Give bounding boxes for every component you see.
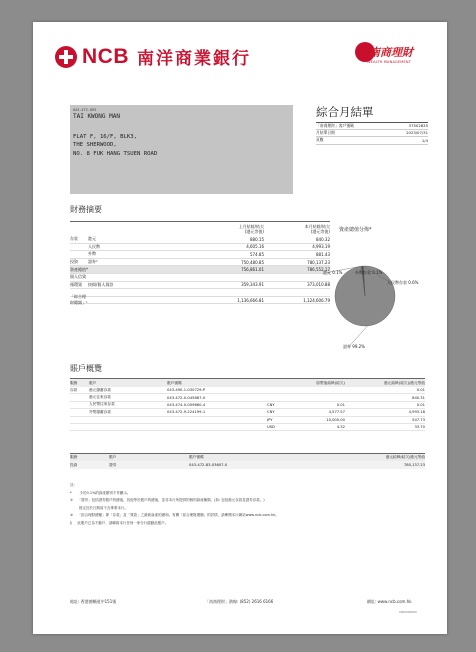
statement-title: 綜合月結單 — [316, 105, 374, 119]
cell: 存款 — [70, 387, 78, 392]
table-row — [70, 274, 330, 282]
table-row — [70, 282, 330, 290]
cell: 33.70 — [414, 425, 425, 430]
ncb-logo — [55, 44, 251, 69]
cell: 043-490-1-030729-P — [167, 388, 206, 393]
note-item: * 少於0.1%的資產類別不作顯示。 — [70, 490, 131, 495]
wealth-logo-text: 南商理財 — [369, 46, 413, 59]
address-code: 043-472-093 — [73, 108, 97, 112]
table-header — [70, 453, 425, 461]
cell-c2: 港元 — [88, 236, 96, 242]
pie-label: 外幣存款 0.1% — [355, 270, 383, 275]
table-row — [70, 387, 425, 394]
table-row — [70, 424, 425, 431]
cell: 840.31 — [412, 395, 425, 400]
cell-c2: 證券² — [88, 259, 98, 265]
cell-c1: 資產總值* — [70, 266, 88, 272]
wealth-logo-sub: WEALTH MANAGEMENT — [367, 60, 412, 64]
cell: 投資 — [70, 462, 78, 467]
account-overview-title: 賬戶概覽 — [70, 364, 102, 373]
cell-c1: 「綜合理財總額」¹ — [70, 294, 88, 306]
address-line: NO. 8 FUK HANG TSUEN ROAD — [73, 150, 158, 157]
pie-label: 人民幣存款 0.6% — [387, 280, 419, 285]
cell-prev: 750,480.85 — [241, 259, 264, 265]
cell: 4,993.18 — [408, 410, 425, 415]
header-cell: 港元結餘(結欠)/港元等值 — [384, 380, 425, 385]
cell-prev: 756,861.01 — [241, 267, 264, 273]
info-label: 「南商理財」客戶號碼 — [316, 122, 354, 128]
info-label: 月結單日期 — [316, 129, 335, 135]
wealth-management-logo — [355, 40, 415, 70]
cell: 0.01 — [336, 402, 345, 407]
cell: 港元往來存款 — [89, 395, 112, 400]
ncb-emblem-icon — [55, 46, 77, 68]
cell: 0.01 — [416, 402, 425, 407]
statement-info-row — [316, 122, 428, 130]
investment-table — [70, 453, 425, 469]
address-box — [70, 105, 293, 194]
table-row — [70, 244, 330, 252]
cell-curr: 4,993.19 — [312, 244, 330, 250]
footer-code: 0000000000 — [399, 610, 417, 614]
statement-info-row — [316, 137, 428, 145]
address-line: FLAT F, 16/F, BLK3, — [73, 134, 137, 140]
info-label: 頁數 — [316, 137, 324, 143]
cell: 043-472-0-045687-0 — [167, 395, 206, 400]
cell: CNY — [267, 402, 275, 407]
financial-summary-table — [70, 221, 330, 304]
table-header — [70, 221, 330, 236]
pie-label: 證券 99.2% — [343, 344, 365, 349]
cell-c1: 循環貸 — [70, 281, 82, 287]
cell-curr: 1,124,606.79 — [303, 297, 330, 303]
header-prev-balance: 上月結餘/結欠 (港元等值) — [238, 224, 264, 234]
cell-curr: 786,552.17 — [307, 267, 330, 273]
table-header — [70, 378, 425, 387]
header-cell: 服務 — [70, 380, 78, 385]
statement-info-table — [316, 122, 428, 145]
cell-prev: 574.85 — [250, 251, 264, 257]
table-row — [70, 461, 425, 469]
cell: CNY — [267, 410, 275, 415]
pie-label: 港元 0.1% — [323, 270, 343, 275]
table-row — [70, 266, 330, 274]
table-row — [70, 236, 330, 244]
notes-heading: 註: — [70, 483, 75, 487]
statement-page — [33, 22, 447, 634]
cell-c1: 個人信貸 — [70, 274, 86, 280]
cell-curr: 373,010.88 — [307, 282, 330, 288]
footer-hotline: 「南商理財」熱線: (852) 2616 6166 — [205, 599, 274, 604]
cell: 043-474-0-009660-4 — [167, 402, 206, 407]
info-value: 1/4 — [421, 137, 428, 143]
cell: 043-472-9-224199-1 — [167, 410, 206, 415]
table-row — [70, 417, 425, 424]
cell: 10,000.00 — [326, 417, 345, 422]
header-cell: 服務 — [70, 455, 78, 459]
cell: 043-472-83-03607-0 — [189, 463, 228, 467]
header-curr-balance: 本月結餘/結欠 (港元等值) — [304, 224, 330, 234]
cell-curr: 840.32 — [316, 236, 330, 242]
cell-c1: 投資 — [70, 259, 78, 265]
table-row — [70, 409, 425, 416]
cell: 外幣儲蓄存款 — [89, 409, 112, 414]
cell: 證券 — [109, 462, 117, 467]
address-lines — [73, 133, 157, 158]
cell: 人民幣往來存款 — [89, 402, 115, 407]
cell: USD — [267, 425, 275, 430]
table-row — [70, 259, 330, 267]
cell-c2: 人民幣 — [88, 243, 100, 249]
note-item: ① 「證券」包括證券賬戶的總值，其他等於賬戶的總值，並非本行所提供的個別資產種類。(如: 包括港元存款及證券存款。) — [70, 498, 265, 503]
note-item: ② 「綜合理財總額」即「存款」及「貸款」之最新資產的總和。有關「綜合理財總額」的詳情，請參閱本行網站www.ncb.com.hk。 — [70, 513, 279, 518]
cell-prev: 880.15 — [250, 236, 264, 242]
cell: JPY — [267, 417, 273, 422]
cell: 547.73 — [412, 417, 425, 422]
header-cell: 賬戶 — [109, 455, 117, 459]
cell-prev: 359,343.91 — [241, 282, 264, 288]
table-row — [70, 394, 425, 401]
note-item: 指定宜於日期前不含專業本行。 — [70, 505, 128, 510]
notes — [70, 482, 430, 528]
header-cell: 港元結餘/結欠/港元等值 — [385, 455, 425, 459]
cell-prev: 4,605.16 — [246, 244, 264, 250]
header-cell: 賬戶號碼 — [167, 380, 182, 385]
table-row — [70, 251, 330, 259]
header-cell: 賬戶號碼 — [189, 455, 204, 459]
cell-c1: 存款 — [70, 236, 78, 242]
cell-prev: 1,136,666.81 — [237, 297, 264, 303]
footer-website[interactable]: 網址: www.ncb.com.hk — [367, 599, 412, 604]
info-value: 2023/07/31 — [406, 130, 428, 136]
table-row — [70, 294, 330, 306]
chart-title: 資產總值分佈* — [339, 227, 372, 233]
address-line: THE SHERWOOD, — [73, 142, 117, 149]
note-item: § 此賬戶已為不動戶，請聯絡本行任何一家分行啟動此賬戶。 — [70, 520, 169, 525]
cell-curr: 780,137.23 — [307, 259, 330, 265]
cell: 4.32 — [336, 425, 345, 430]
cell: 780,137.23 — [403, 463, 425, 467]
cell: 0.01 — [416, 388, 425, 393]
cell-curr: 881.43 — [316, 251, 330, 257]
cell: 港元儲蓄存款 — [89, 387, 112, 392]
cell-c2: 按揭/個人貸款 — [88, 281, 114, 287]
logo-text: NCB — [82, 44, 129, 68]
cell: 4,577.57 — [328, 410, 345, 415]
footer-address: 地址: 香港德輔道中151號 — [70, 599, 117, 604]
header-cell: 原幣值結餘(結欠) — [316, 380, 345, 385]
financial-summary-title: 財務摘要 — [70, 205, 102, 214]
cell-c2: 外幣 — [88, 251, 96, 257]
statement-info-row — [316, 130, 428, 138]
account-overview-table — [70, 378, 425, 431]
table-row — [70, 289, 330, 297]
table-row — [70, 402, 425, 409]
customer-name: TAI KWONG MAN — [73, 113, 120, 120]
asset-pie-chart — [298, 234, 433, 354]
info-value: 37502835 — [408, 123, 428, 129]
logo-chinese: 南洋商業銀行 — [137, 49, 251, 69]
header-cell: 賬戶 — [89, 380, 97, 385]
